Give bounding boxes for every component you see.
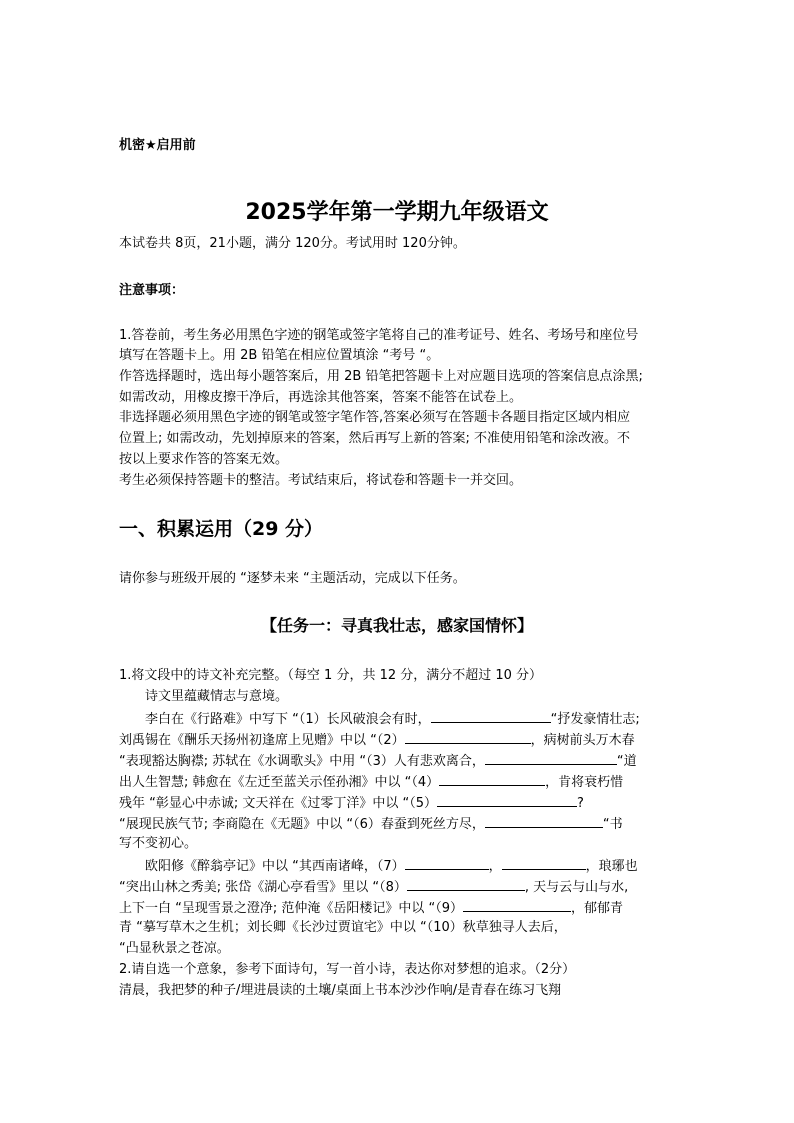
passage-line: “表现豁达胸襟; 苏轼在《水调歌头》中用 “（3）人有悲欢离合， “道 [119, 750, 637, 772]
passage-line: 诗文里蕴藏情志与意境。 [145, 689, 289, 704]
answer-blank-9[interactable] [463, 897, 571, 912]
notice-line: 考生必须保持答题卡的整洁。考试结束后，将试卷和答题卡一并交回。 [119, 473, 523, 488]
notice-heading: 注意事项： [119, 283, 185, 298]
answer-blank-4[interactable] [439, 771, 545, 786]
passage-line: “展现民族气节; 李商隐在《无题》中以 “（6）春蚕到死丝方尽， “书 [119, 813, 623, 835]
section-heading: 一、积累运用（29 分） [119, 518, 324, 540]
answer-blank-2[interactable] [405, 729, 531, 744]
sample-poem: 清晨，我把梦的种子/埋进晨读的土壤/桌面上书本沙沙作响/是青春在练习飞翔 [119, 983, 562, 998]
passage-line: 上下一白 “呈现雪景之澄净; 范仲淹《岳阳楼记》中以 “（9） ，郁郁青 [119, 897, 623, 919]
passage-line: 李白在《行路难》中写下 “（1）长风破浪会有时， “抒发豪情壮志; [119, 708, 640, 730]
question-1-stem: 1.将文段中的诗文补充完整。（每空 1 分，共 12 分，满分不超过 10 分） [119, 668, 543, 683]
exam-info: 本试卷共 8页，21小题，满分 120分。考试用时 120分钟。 [119, 236, 466, 251]
question-2-stem: 2.请自选一个意象，参考下面诗句，写一首小诗，表达你对梦想的追求。（2分） [119, 962, 576, 977]
section-intro: 请你参与班级开展的 “逐梦未来 “主题活动，完成以下任务。 [119, 571, 466, 586]
passage-line: 残年 “彰显心中赤诚; 文天祥在《过零丁洋》中以 “（5） ? [119, 792, 584, 814]
passage-line: “突出山林之秀美; 张岱《湖心亭看雪》里以 “（8） , 天与云与山与水, [119, 876, 628, 898]
notice-line: 非选择题必须用黑色字迹的钢笔或签字笔作答,答案必须写在答题卡各题目指定区域内相应 [119, 410, 631, 425]
notice-line: 作答选择题时，选出每小题答案后，用 2B 铅笔把答题卡上对应题目选项的答案信息点涂黑; [119, 369, 643, 384]
passage-line: 刘禹锡在《酬乐天扬州初逢席上见赠》中以 “（2） ，病树前头万木春 [119, 729, 635, 751]
exam-title: 2025学年第一学期九年级语文 [245, 200, 549, 225]
notice-line: 如需改动，用橡皮擦干净后，再选涂其他答案，答案不能答在试卷上。 [119, 390, 523, 405]
passage-line: 欧阳修《醉翁亭记》中以 “其西南诸峰，（7） ， ，琅琊也 [119, 855, 638, 877]
notice-line: 按以上要求作答的答案无效。 [119, 452, 289, 467]
passage-line: “凸显秋景之苍凉。 [119, 941, 230, 956]
answer-blank-5[interactable] [437, 792, 577, 807]
task-heading: 【任务一：寻真我壮志，感家国情怀】 [260, 616, 533, 635]
passage-line: 出人生智慧; 韩愈在《左迁至蓝关示侄孙湘》中以 “（4） ，肯将衰朽惜 [119, 771, 623, 793]
answer-blank-7b[interactable] [502, 855, 586, 870]
answer-blank-8[interactable] [407, 876, 525, 891]
passage-line: 青 “摹写草木之生机；刘长卿《长沙过贾谊宅》中以 “（10）秋草独寻人去后， [119, 920, 567, 935]
answer-blank-7a[interactable] [405, 855, 489, 870]
confidential-label: 机密★启用前 [119, 138, 196, 153]
notice-line: 1.答卷前，考生务必用黑色字迹的钢笔或签字笔将自己的准考证号、姓名、考场号和座位号 [119, 328, 639, 343]
notice-line: 位置上; 如需改动，先划掉原来的答案，然后再写上新的答案; 不准使用铅笔和涂改液。不 [119, 431, 631, 446]
notice-line: 填写在答题卡上。用 2B 铅笔在相应位置填涂 “考号 “。 [119, 348, 440, 363]
passage-line: 写不变初心。 [119, 836, 198, 851]
answer-blank-6[interactable] [485, 813, 603, 828]
answer-blank-3[interactable] [485, 750, 617, 765]
answer-blank-1[interactable] [431, 708, 551, 723]
